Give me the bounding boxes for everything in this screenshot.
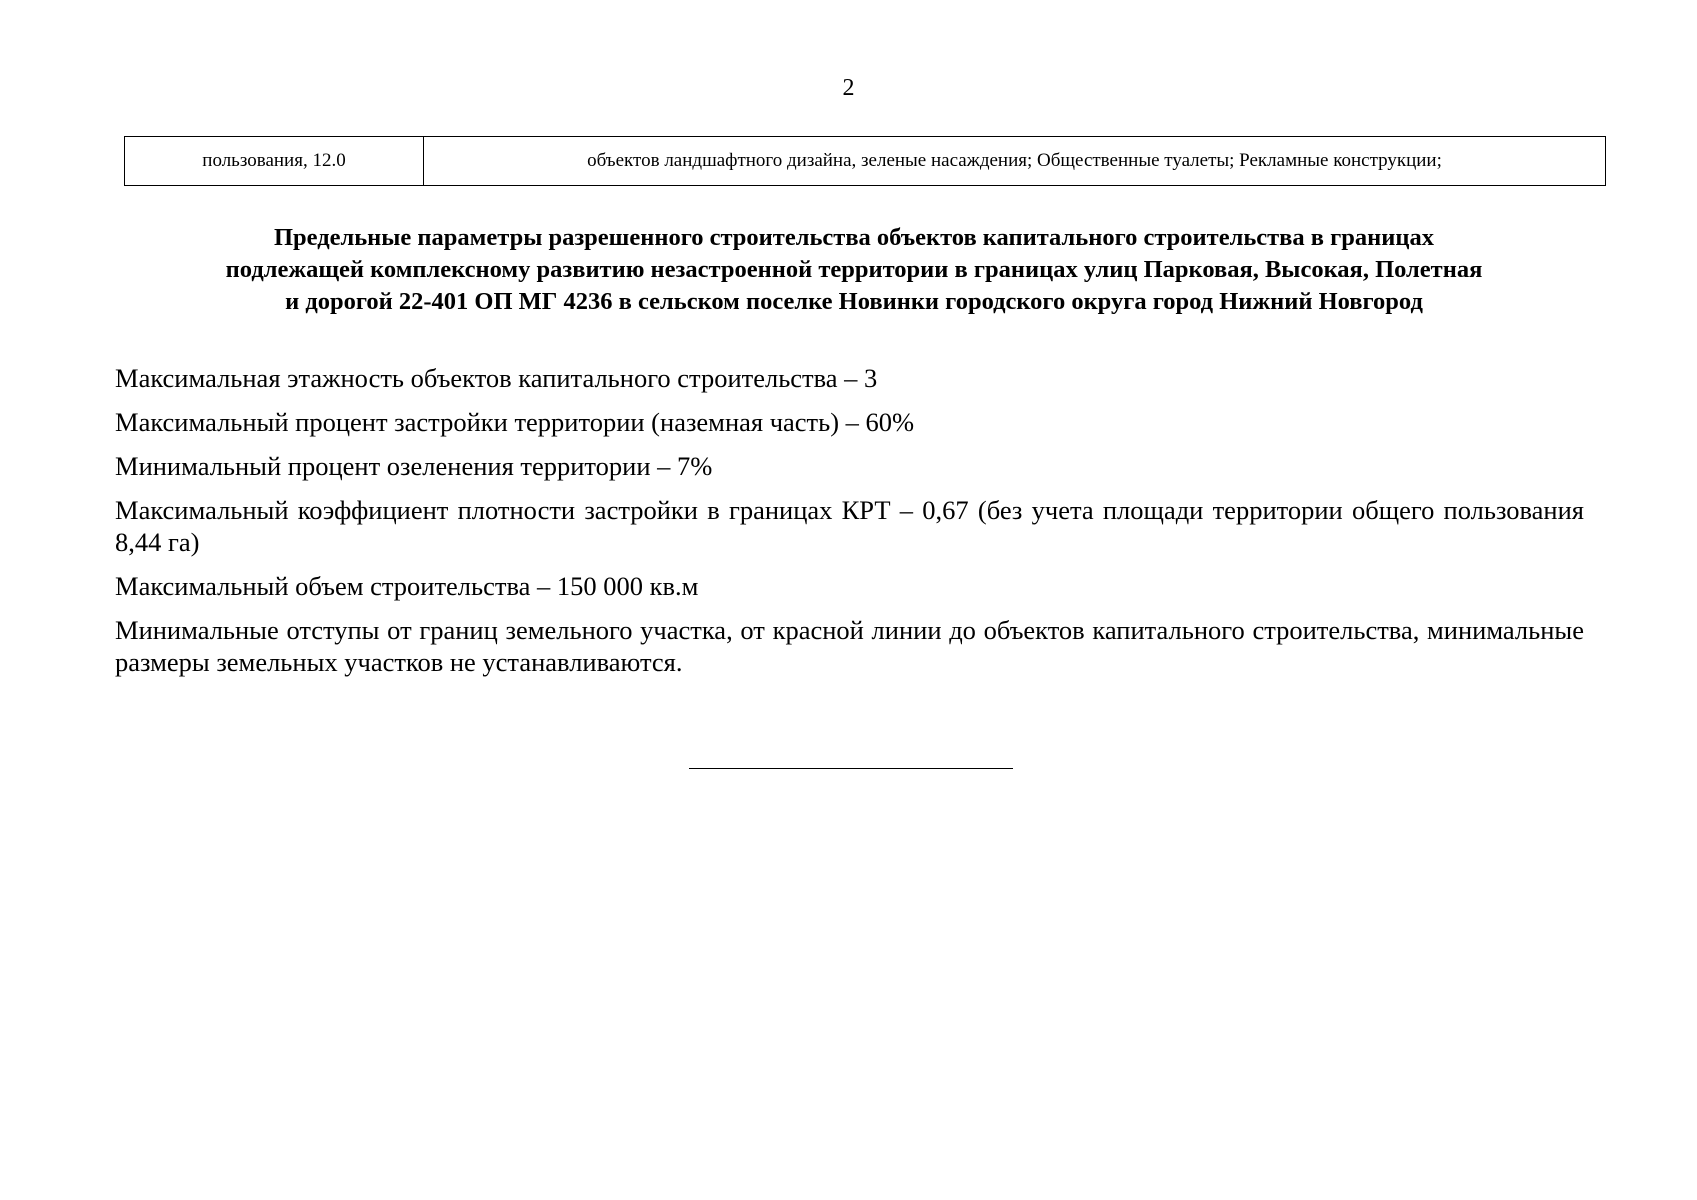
parameter-min-greening-percent: Минимальный процент озеленения территории – 7% [115,451,713,481]
parameter-max-floors: Максимальная этажность объектов капитального строительства – 3 [115,363,878,393]
parameters-list [115,362,1584,690]
end-divider-line [689,768,1013,769]
table-cell-code: пользования, 12.0 [125,137,424,186]
parameter-min-setbacks: Минимальные отступы от границ земельного участка, от красной линии до объектов капитального строительства, минимальные размеры земельных участков не устанавливаются. [115,615,1584,677]
table-row [125,137,1606,186]
page-number: 2 [842,75,855,101]
heading-line: подлежащей комплексному развитию незастроенной территории в границах улиц Парковая, Высокая, Полетная [225,256,1483,283]
parameter-max-building-percent: Максимальный процент застройки территории (наземная часть) – 60% [115,407,915,437]
section-heading [116,222,1592,318]
table-cell-description: объектов ландшафтного дизайна, зеленые насаждения; Общественные туалеты; Рекламные конструкции; [424,137,1606,186]
parameter-max-construction-volume: Максимальный объем строительства – 150 000 кв.м [115,571,699,601]
parameter-density-coefficient: Максимальный коэффициент плотности застройки в границах КРТ – 0,67 (без учета площади территории общего пользования 8,44 га) [115,495,1584,557]
heading-line: Предельные параметры разрешенного строительства объектов капитального строительства в границах [273,224,1434,251]
heading-line: и дорогой 22-401 ОП МГ 4236 в сельском поселке Новинки городского округа город Нижний Новгород [285,288,1423,315]
continuation-table [124,136,1606,186]
